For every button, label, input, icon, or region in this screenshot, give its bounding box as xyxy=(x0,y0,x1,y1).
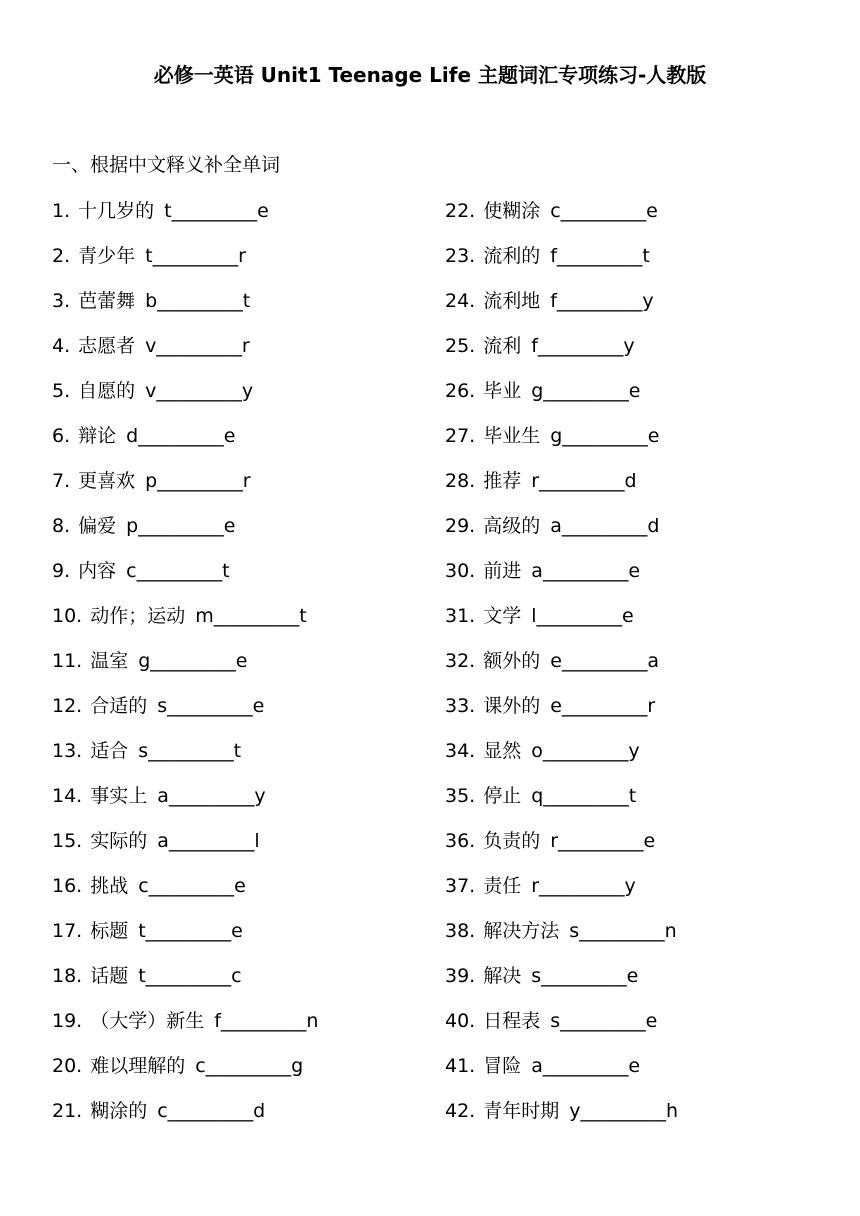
item-blank-word: s_________e xyxy=(157,695,265,717)
exercise-item xyxy=(445,466,678,511)
exercise-item xyxy=(445,331,678,376)
exercise-item xyxy=(52,196,318,241)
item-blank-word: a_________e xyxy=(531,1055,641,1077)
item-number: 20. xyxy=(52,1055,83,1077)
item-chinese: 自愿的 xyxy=(78,380,136,402)
item-number: 23. xyxy=(445,245,476,267)
exercise-item xyxy=(52,1006,318,1051)
item-blank-word: e_________a xyxy=(550,650,660,672)
item-chinese: 话题 xyxy=(90,965,129,987)
item-chinese: （大学）新生 xyxy=(90,1010,205,1032)
item-blank-word: g_________e xyxy=(138,650,248,672)
item-chinese: 合适的 xyxy=(90,695,148,717)
item-chinese: 流利地 xyxy=(483,290,541,312)
exercise-item xyxy=(445,241,678,286)
item-number: 40. xyxy=(445,1010,476,1032)
item-number: 10. xyxy=(52,605,83,627)
item-chinese: 推荐 xyxy=(483,470,522,492)
section-heading: 一、根据中文释义补全单词 xyxy=(52,154,281,176)
exercise-item xyxy=(52,556,318,601)
item-blank-word: f_________n xyxy=(214,1010,319,1032)
item-blank-word: g_________e xyxy=(550,425,660,447)
exercise-item xyxy=(52,511,318,556)
item-number: 21. xyxy=(52,1100,83,1122)
item-chinese: 辩论 xyxy=(78,425,117,447)
item-chinese: 毕业 xyxy=(483,380,522,402)
item-chinese: 十几岁的 xyxy=(78,200,155,222)
exercise-item xyxy=(445,781,678,826)
item-number: 15. xyxy=(52,830,83,852)
item-chinese: 课外的 xyxy=(483,695,541,717)
item-blank-word: f_________t xyxy=(550,245,650,267)
item-number: 9. xyxy=(52,560,71,582)
item-blank-word: p_________e xyxy=(126,515,236,537)
exercise-item xyxy=(445,871,678,916)
item-number: 6. xyxy=(52,425,71,447)
item-number: 22. xyxy=(445,200,476,222)
page-title: 必修一英语 Unit1 Teenage Life 主题词汇专项练习-人教版 xyxy=(153,63,707,87)
exercise-item xyxy=(52,601,318,646)
item-number: 35. xyxy=(445,785,476,807)
item-chinese: 日程表 xyxy=(483,1010,541,1032)
item-chinese: 标题 xyxy=(90,920,129,942)
exercise-item xyxy=(445,286,678,331)
item-chinese: 动作；运动 xyxy=(90,605,186,627)
item-number: 26. xyxy=(445,380,476,402)
item-blank-word: s_________n xyxy=(569,920,677,942)
item-chinese: 适合 xyxy=(90,740,129,762)
item-chinese: 挑战 xyxy=(90,875,129,897)
exercise-item xyxy=(445,691,678,736)
item-blank-word: d_________e xyxy=(126,425,236,447)
item-blank-word: s_________e xyxy=(531,965,639,987)
item-blank-word: t_________r xyxy=(145,245,246,267)
item-chinese: 内容 xyxy=(78,560,117,582)
exercise-item xyxy=(445,916,678,961)
item-blank-word: v_________r xyxy=(145,335,250,357)
item-blank-word: r_________y xyxy=(531,875,636,897)
item-blank-word: t_________e xyxy=(138,920,243,942)
item-chinese: 解决方法 xyxy=(483,920,560,942)
item-chinese: 负责的 xyxy=(483,830,541,852)
exercise-item xyxy=(445,1096,678,1141)
exercise-item xyxy=(445,376,678,421)
item-chinese: 青少年 xyxy=(78,245,136,267)
item-number: 33. xyxy=(445,695,476,717)
item-blank-word: c_________e xyxy=(550,200,658,222)
item-chinese: 毕业生 xyxy=(483,425,541,447)
item-number: 29. xyxy=(445,515,476,537)
exercise-item xyxy=(52,466,318,511)
item-number: 2. xyxy=(52,245,71,267)
item-chinese: 芭蕾舞 xyxy=(78,290,136,312)
item-blank-word: m_________t xyxy=(195,605,307,627)
item-number: 38. xyxy=(445,920,476,942)
item-chinese: 志愿者 xyxy=(78,335,136,357)
item-chinese: 温室 xyxy=(90,650,129,672)
item-chinese: 偏爱 xyxy=(78,515,117,537)
item-chinese: 事实上 xyxy=(90,785,148,807)
exercise-item xyxy=(52,736,318,781)
item-blank-word: a_________y xyxy=(157,785,266,807)
item-chinese: 使糊涂 xyxy=(483,200,541,222)
item-chinese: 青年时期 xyxy=(483,1100,560,1122)
item-chinese: 实际的 xyxy=(90,830,148,852)
exercise-item xyxy=(445,556,678,601)
item-blank-word: t_________e xyxy=(164,200,269,222)
exercise-item xyxy=(52,691,318,736)
item-number: 5. xyxy=(52,380,71,402)
item-blank-word: r_________d xyxy=(531,470,637,492)
item-chinese: 解决 xyxy=(483,965,522,987)
item-number: 7. xyxy=(52,470,71,492)
exercise-item xyxy=(445,646,678,691)
exercise-item xyxy=(52,916,318,961)
item-blank-word: a_________d xyxy=(550,515,660,537)
item-number: 13. xyxy=(52,740,83,762)
item-chinese: 难以理解的 xyxy=(90,1055,186,1077)
item-number: 32. xyxy=(445,650,476,672)
item-blank-word: f_________y xyxy=(550,290,654,312)
item-number: 8. xyxy=(52,515,71,537)
item-chinese: 流利的 xyxy=(483,245,541,267)
item-blank-word: v_________y xyxy=(145,380,254,402)
item-blank-word: s_________t xyxy=(138,740,242,762)
item-number: 30. xyxy=(445,560,476,582)
item-chinese: 糊涂的 xyxy=(90,1100,148,1122)
item-number: 39. xyxy=(445,965,476,987)
item-blank-word: r_________e xyxy=(550,830,656,852)
item-chinese: 文学 xyxy=(483,605,522,627)
exercise-item xyxy=(445,1051,678,1096)
exercise-item xyxy=(445,421,678,466)
item-chinese: 责任 xyxy=(483,875,522,897)
exercise-item xyxy=(52,961,318,1006)
item-blank-word: p_________r xyxy=(145,470,251,492)
item-chinese: 额外的 xyxy=(483,650,541,672)
item-blank-word: e_________r xyxy=(550,695,656,717)
item-number: 16. xyxy=(52,875,83,897)
item-chinese: 高级的 xyxy=(483,515,541,537)
exercise-item xyxy=(52,871,318,916)
item-number: 12. xyxy=(52,695,83,717)
item-number: 11. xyxy=(52,650,83,672)
item-number: 4. xyxy=(52,335,71,357)
item-chinese: 停止 xyxy=(483,785,522,807)
item-chinese: 冒险 xyxy=(483,1055,522,1077)
item-blank-word: o_________y xyxy=(531,740,640,762)
exercise-item xyxy=(445,961,678,1006)
exercise-item xyxy=(52,286,318,331)
item-blank-word: a_________e xyxy=(531,560,641,582)
item-blank-word: f_________y xyxy=(531,335,635,357)
item-number: 14. xyxy=(52,785,83,807)
item-blank-word: l_________e xyxy=(531,605,634,627)
item-number: 31. xyxy=(445,605,476,627)
item-number: 18. xyxy=(52,965,83,987)
exercise-item xyxy=(52,826,318,871)
item-blank-word: c_________g xyxy=(195,1055,304,1077)
item-number: 24. xyxy=(445,290,476,312)
exercise-item xyxy=(445,736,678,781)
item-chinese: 前进 xyxy=(483,560,522,582)
item-number: 17. xyxy=(52,920,83,942)
item-chinese: 流利 xyxy=(483,335,522,357)
item-number: 25. xyxy=(445,335,476,357)
exercise-item xyxy=(445,1006,678,1051)
exercise-item xyxy=(445,826,678,871)
item-number: 27. xyxy=(445,425,476,447)
item-blank-word: s_________e xyxy=(550,1010,658,1032)
exercise-column-left xyxy=(52,196,318,1141)
item-blank-word: c_________d xyxy=(157,1100,266,1122)
item-chinese: 显然 xyxy=(483,740,522,762)
exercise-item xyxy=(52,421,318,466)
item-number: 37. xyxy=(445,875,476,897)
item-blank-word: c_________t xyxy=(126,560,230,582)
item-blank-word: t_________c xyxy=(138,965,242,987)
item-number: 34. xyxy=(445,740,476,762)
exercise-item xyxy=(52,376,318,421)
item-blank-word: c_________e xyxy=(138,875,246,897)
exercise-item xyxy=(52,241,318,286)
exercise-item xyxy=(52,331,318,376)
item-chinese: 更喜欢 xyxy=(78,470,136,492)
exercise-item xyxy=(445,511,678,556)
item-blank-word: b_________t xyxy=(145,290,251,312)
exercise-column-right xyxy=(445,196,678,1141)
item-blank-word: y_________h xyxy=(569,1100,679,1122)
item-blank-word: q_________t xyxy=(531,785,637,807)
exercise-item xyxy=(52,1096,318,1141)
item-number: 36. xyxy=(445,830,476,852)
item-blank-word: g_________e xyxy=(531,380,641,402)
exercise-item xyxy=(52,781,318,826)
item-number: 42. xyxy=(445,1100,476,1122)
item-number: 1. xyxy=(52,200,71,222)
exercise-item xyxy=(445,196,678,241)
exercise-item xyxy=(52,646,318,691)
item-number: 41. xyxy=(445,1055,476,1077)
item-number: 28. xyxy=(445,470,476,492)
item-blank-word: a_________l xyxy=(157,830,260,852)
item-number: 3. xyxy=(52,290,71,312)
exercise-item xyxy=(445,601,678,646)
exercise-item xyxy=(52,1051,318,1096)
item-number: 19. xyxy=(52,1010,83,1032)
